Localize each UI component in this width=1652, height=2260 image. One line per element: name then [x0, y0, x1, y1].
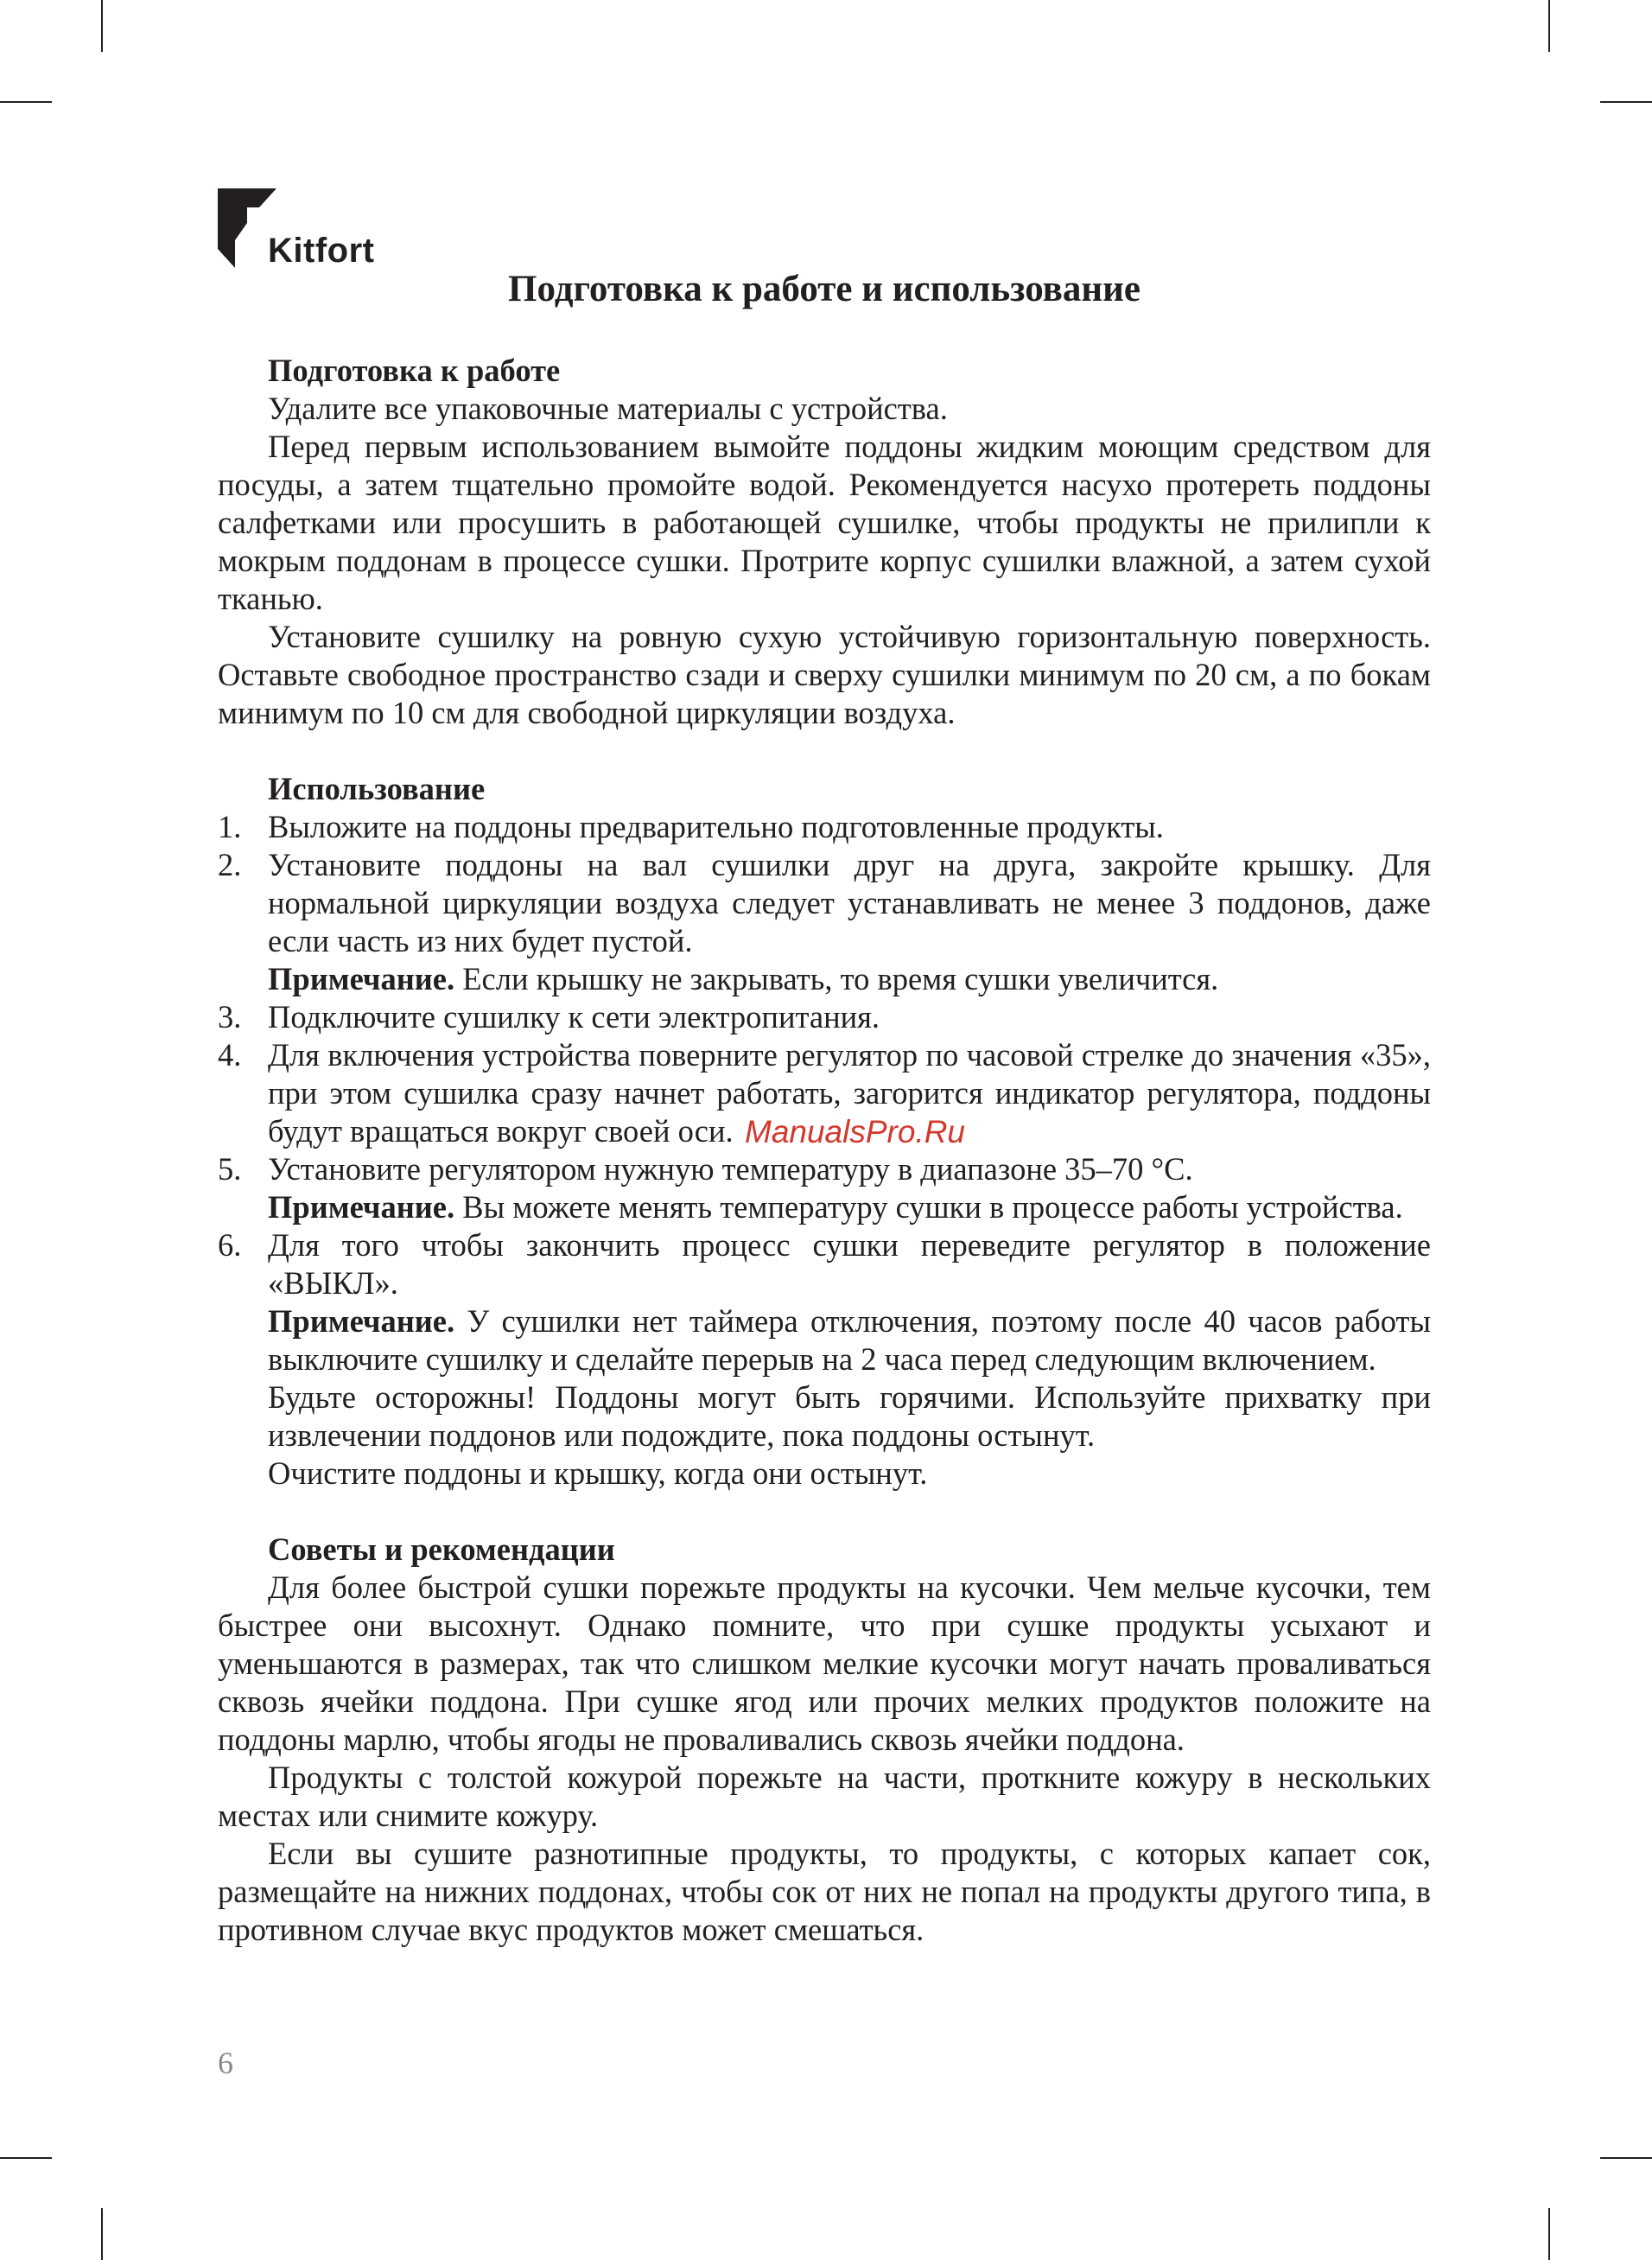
- crop-mark-top-left-h: [0, 101, 52, 103]
- page-number: 6: [218, 2046, 233, 2080]
- note-label: Примечание.: [268, 1303, 455, 1339]
- step-number: 5.: [218, 1151, 242, 1187]
- note-text: Вы можете менять температуру сушки в процессе работы устройства.: [462, 1189, 1403, 1225]
- cleaning-text: Очистите поддоны и крышку, когда они остынут.: [268, 1455, 928, 1491]
- list-item: [218, 1150, 1431, 1188]
- step-text: Установите регулятором нужную температуру в диапазоне 35–70 °C.: [268, 1151, 1193, 1187]
- crop-mark-top-right-v: [1548, 0, 1550, 52]
- crop-mark-bottom-right-h: [1600, 2157, 1652, 2159]
- paragraph: Перед первым использованием вымойте поддоны жидким моющим средством для посуды, а затем тщательно промойте водой. Рекомендуется насухо протереть поддоны салфетками или просушить в работающей сушилке, чтобы продукты не прилипли к мокрым поддонам в процессе сушки. Протрите корпус сушилки влажной, а затем сухой тканью.: [218, 429, 1431, 616]
- watermark: ManualsPro.Ru: [745, 1114, 966, 1149]
- crop-mark-top-left-v: [101, 0, 103, 52]
- note: [218, 1302, 1431, 1378]
- step-number: 1.: [218, 809, 242, 844]
- step-number: 2.: [218, 847, 242, 882]
- paragraph: Для более быстрой сушки порежьте продукты на кусочки. Чем мельче кусочки, тем быстрее они высохнут. Однако помните, что при сушке продукты усыхают и уменьшаются в размерах, так что слишком мелкие кусочки могут начать проваливаться сквозь ячейки поддона. При сушке ягод или прочих мелких продуктов положите на поддоны марлю, чтобы ягоды не проваливались сквозь ячейки поддона.: [218, 1569, 1431, 1757]
- step-number: 3.: [218, 999, 242, 1035]
- page-title: Подготовка к работе и использование: [508, 269, 1141, 309]
- note-label: Примечание.: [268, 1189, 455, 1225]
- section-heading-tips: Советы и рекомендации: [268, 1531, 615, 1567]
- list-item: [218, 846, 1431, 960]
- paragraph: Установите сушилку на ровную сухую устойчивую горизонтальную поверхность. Оставьте свободное пространство сзади и сверху сушилки минимум по 20 см, а по бокам минимум по 10 см для свободной циркуляции воздуха.: [218, 619, 1431, 730]
- crop-mark-bottom-left-h: [0, 2157, 52, 2159]
- note: [218, 960, 1431, 998]
- list-item: [218, 1226, 1431, 1302]
- paragraph: Если вы сушите разнотипные продукты, то продукты, с которых капает сок, размещайте на нижних поддонах, чтобы сок от них не попал на продукты другого типа, в противном случае вкус продуктов может смешаться.: [218, 1836, 1431, 1947]
- crop-mark-top-right-h: [1600, 101, 1652, 103]
- step-text: Установите поддоны на вал сушилки друг на друга, закройте крышку. Для нормальной циркуляции воздуха следует устанавливать не менее 3 поддонов, даже если часть из них будет пустой.: [268, 847, 1431, 958]
- caution-text: Будьте осторожны! Поддоны могут быть горячими. Используйте прихватку при извлечении поддонов или подождите, пока поддоны остынут.: [268, 1379, 1431, 1453]
- paragraph: Удалите все упаковочные материалы с устройства.: [268, 391, 948, 426]
- usage-steps-list: [218, 808, 1431, 1493]
- step-text: Для включения устройства поверните регулятор по часовой стрелке до значения «35», при этом сушилка сразу начнет работать, загорится индикатор регулятора, поддоны будут вращаться вокруг своей оси.: [268, 1037, 1431, 1149]
- list-item: [218, 998, 1431, 1036]
- section-heading-usage: Использование: [268, 771, 486, 806]
- step-number: 6.: [218, 1227, 242, 1263]
- step-text: Подключите сушилку к сети электропитания.: [268, 999, 880, 1035]
- note-text: У сушилки нет таймера отключения, поэтому после 40 часов работы выключите сушилку и сделайте перерыв на 2 часа перед следующим включением.: [268, 1303, 1431, 1377]
- document-body: [218, 352, 1431, 1949]
- step-number: 4.: [218, 1037, 242, 1073]
- paragraph: Продукты с толстой кожурой порежьте на части, проткните кожуру в нескольких местах или снимите кожуру.: [218, 1760, 1431, 1833]
- note-label: Примечание.: [268, 961, 455, 996]
- step-text: Выложите на поддоны предварительно подготовленные продукты.: [268, 809, 1164, 844]
- note-text: Если крышку не закрывать, то время сушки увеличится.: [462, 961, 1219, 996]
- crop-mark-bottom-right-v: [1548, 2208, 1550, 2260]
- section-heading-preparation: Подготовка к работе: [268, 353, 561, 388]
- brand-name: Kitfort: [268, 232, 375, 270]
- note: [218, 1188, 1431, 1226]
- step-text: Для того чтобы закончить процесс сушки переведите регулятор в положение «ВЫКЛ».: [268, 1227, 1431, 1301]
- crop-mark-bottom-left-v: [101, 2208, 103, 2260]
- list-item: [218, 808, 1431, 846]
